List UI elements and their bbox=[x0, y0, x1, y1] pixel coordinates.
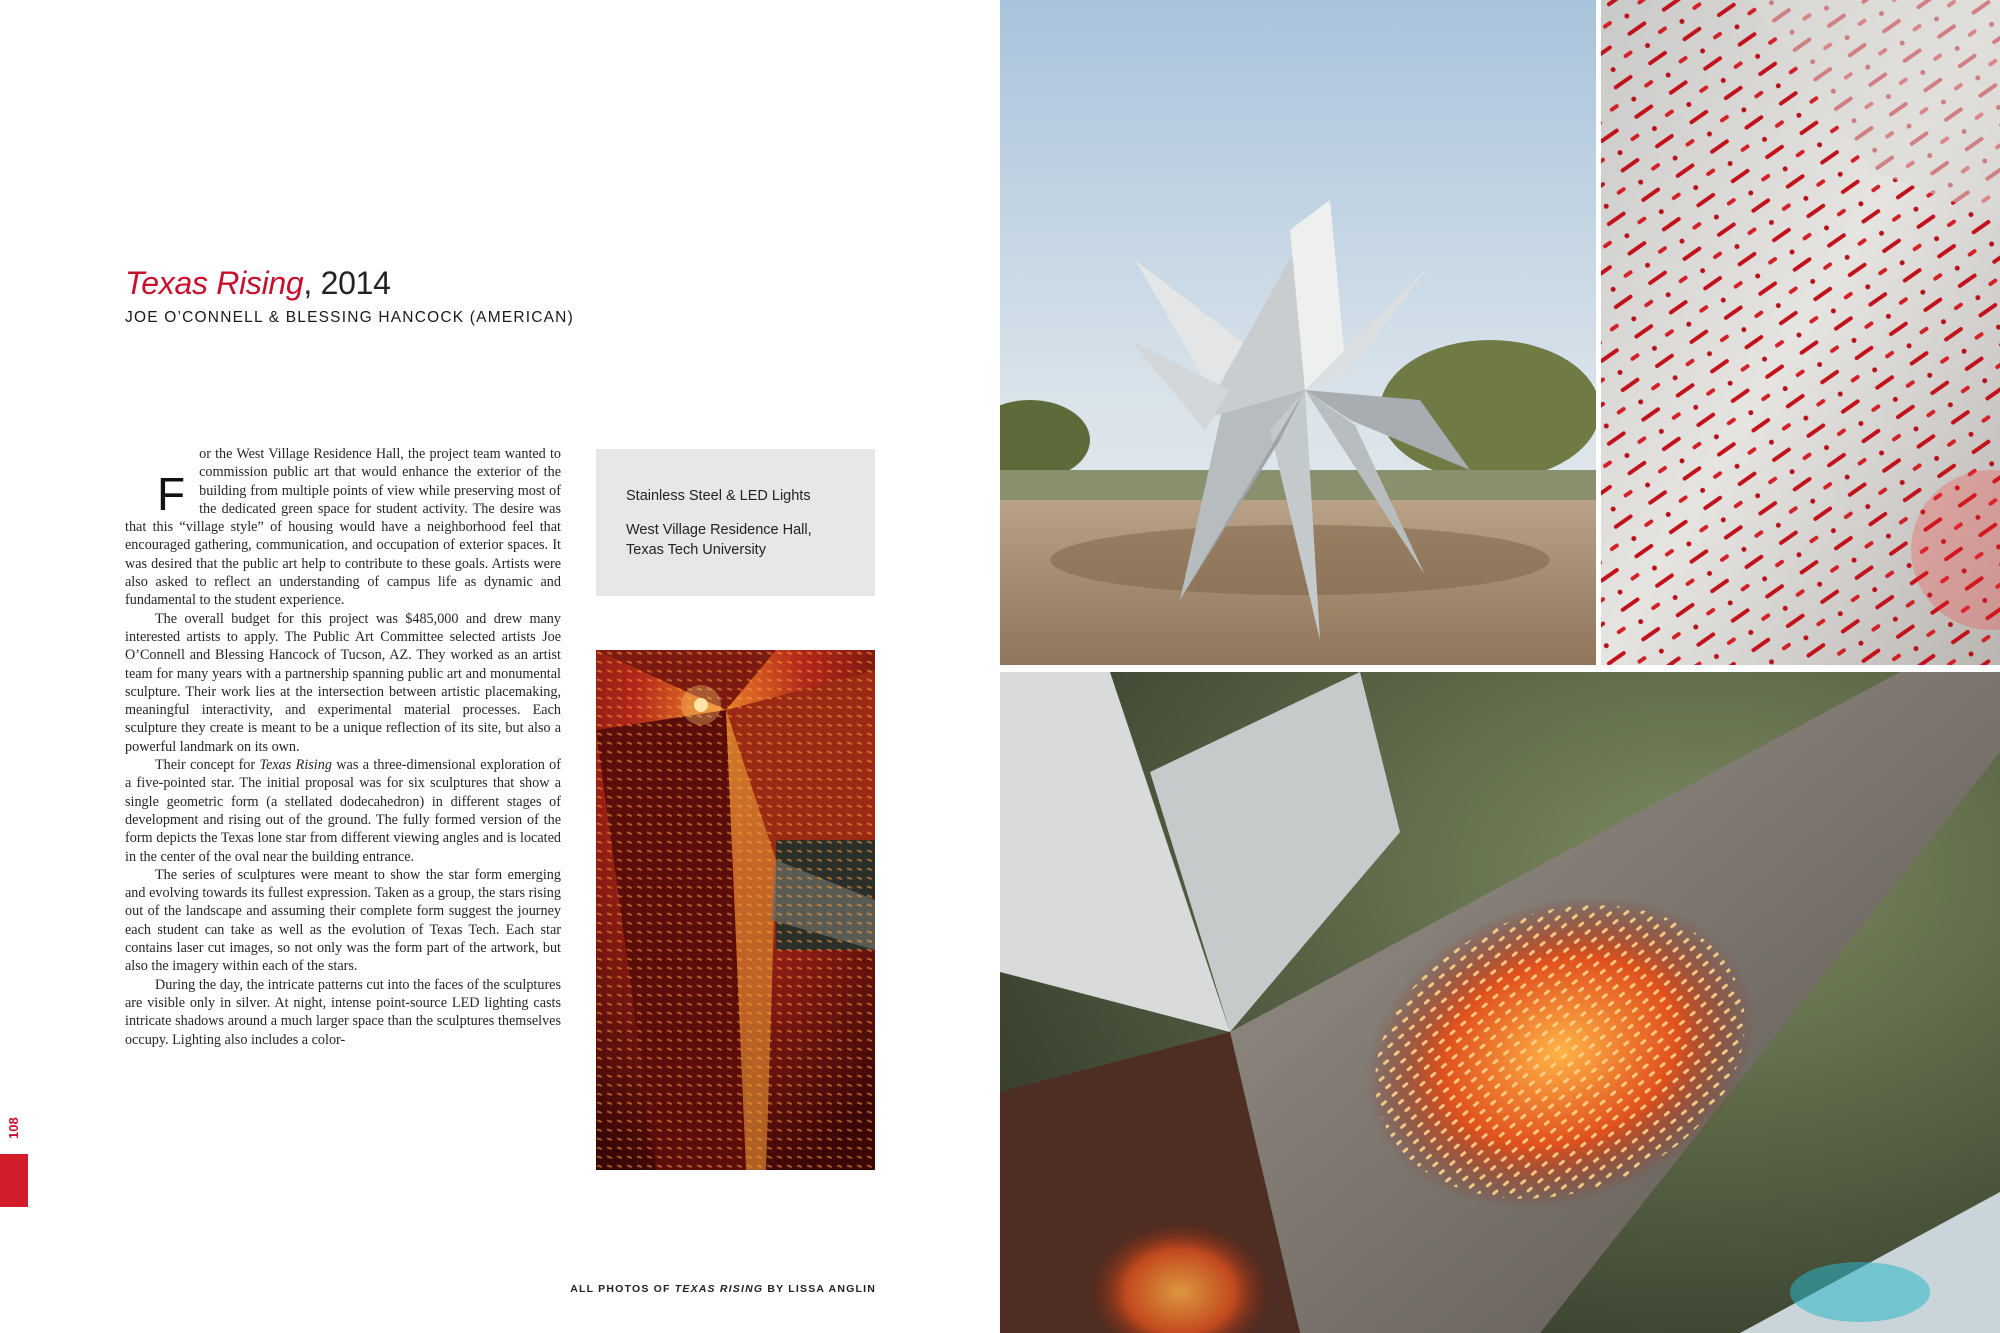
artist-credit: JOE O’CONNELL & BLESSING HANCOCK (AMERICAN) bbox=[125, 309, 574, 326]
article-body bbox=[125, 445, 561, 1195]
paragraph-4: The series of sculptures were meant to show the star form emerging and evolving towards its fullest expression. Taken as a group, the stars rising out of the landscape and assuming their complete form suggest the journey each student can take as well as the evolution of Texas Tech. Each star contains laser cut images, so not only was the form part of the artwork, but also the imagery within each of the stars. bbox=[125, 866, 561, 975]
photo-credit: ALL PHOTOS OF TEXAS RISING BY LISSA ANGLIN bbox=[570, 1283, 876, 1295]
inline-work-title: Texas Rising bbox=[259, 757, 332, 774]
year-suffix: , 2014 bbox=[303, 265, 391, 301]
paragraph-3: Their concept for Texas Rising was a three-dimensional exploration of a five-pointed star. The initial proposal was for six sculptures that show a single geometric form (a stellated dodecahedron) in different stages of development and rising out of the ground. The fully formed version of the form depicts the Texas lone star from different viewing angles and is located in the center of the oval near the building entrance. bbox=[125, 757, 561, 865]
drop-cap: F bbox=[157, 468, 186, 520]
medium-text: Stainless Steel & LED Lights bbox=[626, 488, 811, 504]
paragraph-5: During the day, the intricate patterns cut into the faces of the sculptures are visible only in silver. At night, intense point-source LED lighting casts intricate shadows around a much larger space than the sculptures themselves occupy. Lighting also includes a color- bbox=[125, 976, 561, 1048]
artwork-title bbox=[125, 265, 391, 302]
page-tab bbox=[0, 1154, 28, 1207]
photo-star-closeup bbox=[1000, 672, 2000, 1333]
page-number: 108 bbox=[6, 1117, 21, 1139]
location-line-1: West Village Residence Hall, bbox=[626, 522, 812, 538]
photo-pattern-detail bbox=[1601, 0, 2000, 665]
info-box bbox=[596, 449, 875, 596]
location-line-2: Texas Tech University bbox=[626, 542, 766, 558]
work-title: Texas Rising bbox=[125, 265, 304, 301]
photo-star-night bbox=[596, 650, 875, 1170]
photo-star-daytime bbox=[1000, 0, 1596, 665]
paragraph-1: or the West Village Residence Hall, the project team wanted to commission public art that would enhance the exterior of the building from multiple points of view while preserving most of the dedicated green space for student activity. The desire was that this “village style” of housing would have a neighborhood feel that encouraged gathering, communication, and occupation of exterior spaces. It was desired that the public art help to contribute to these goals. Artists were also asked to reflect an understanding of campus life as dynamic and fundamental to the student experience. bbox=[125, 446, 561, 609]
paragraph-2: The overall budget for this project was $485,000 and drew many interested artists to apply. The Public Art Committee selected artists Joe O’Connell and Blessing Hancock of Tucson, AZ. They worked as an artist team for many years with a partnership spanning public art and monumental sculpture. Their work lies at the intersection between artistic placemaking, meaningful interactivity, and experimental material processes. Each sculpture they create is meant to be a unique reflection of its site, but also a powerful landmark on its own. bbox=[125, 610, 561, 755]
